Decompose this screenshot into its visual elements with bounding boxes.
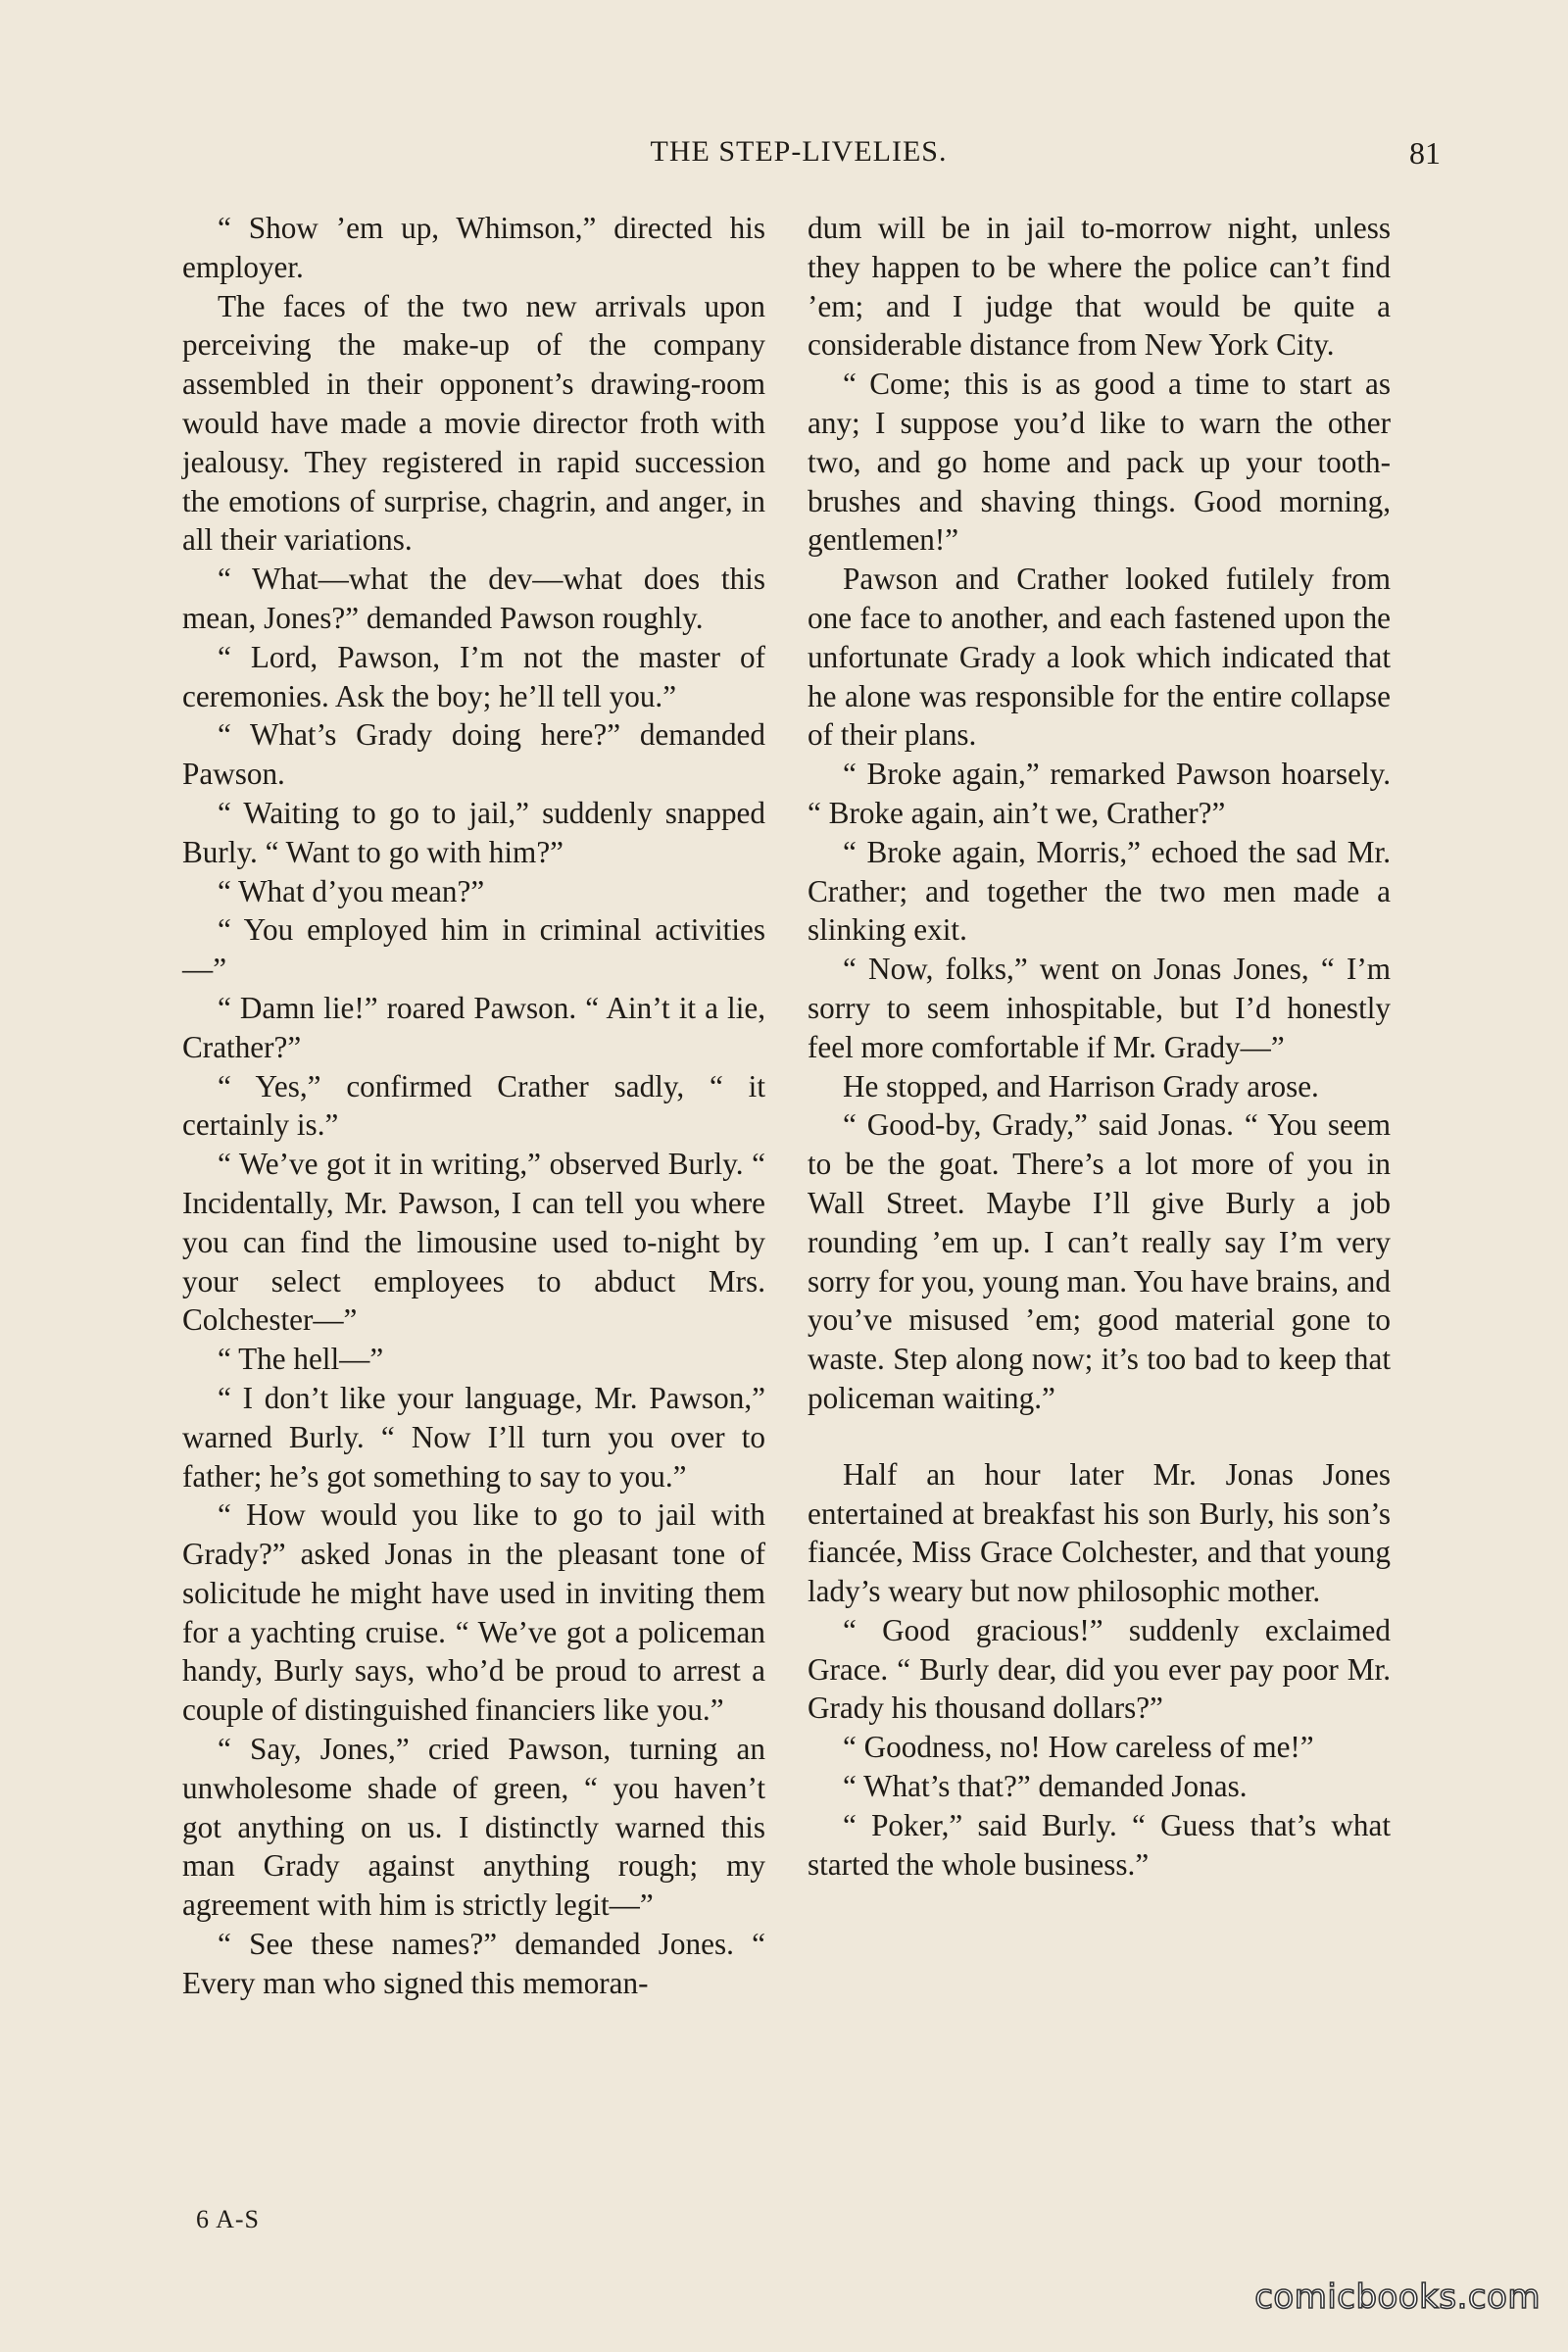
paragraph: He stopped, and Harrison Grady arose. (843, 1068, 1319, 1103)
paragraph: “ Say, Jones,” cried Pawson, turning an unwholesome shade of green, “ you haven’t got anything on us. I distinctly warned this man Grady against anything rough; my agreement with him is strictly legit—” (182, 1732, 765, 1923)
paragraph: “ What—what the dev—what does this mean, Jones?” demanded Pawson roughly. (182, 562, 765, 635)
paragraph: “ Damn lie!” roared Pawson. “ Ain’t it a lie, Crather?” (182, 990, 765, 1064)
paragraph: “ We’ve got it in writing,” observed Burly. “ Incidentally, Mr. Pawson, I can tell you where you can find the limousine used to-night by your select employees to abduct Mrs. Colchester—” (182, 1147, 765, 1338)
paragraph: “ You employed him in criminal activities—” (182, 912, 765, 987)
paragraph: “ Lord, Pawson, I’m not the master of ceremonies. Ask the boy; he’ll tell you.” (182, 639, 765, 713)
paragraph: “ Poker,” said Burly. “ Guess that’s what started the whole business.” (808, 1807, 1391, 1882)
paragraph: “ How would you like to go to jail with Grady?” asked Jonas in the pleasant tone of solicitude he might have used in inviting them for a yachting cruise. “ We’ve got a policeman handy, Burly says, who’d be proud to arrest a couple of distinguished financiers like you.” (182, 1497, 765, 1728)
paragraph: “ Yes,” confirmed Crather sadly, “ it certainly is.” (182, 1068, 765, 1143)
page-header (157, 135, 1441, 184)
paragraph: “ I don’t like your language, Mr. Pawson,” warned Burly. “ Now I’ll turn you over to father; he’s got something to say to you.” (182, 1380, 765, 1494)
paragraph: “ What d’you mean?” (218, 873, 485, 908)
paragraph: “ What’s Grady doing here?” demanded Pawson. (182, 717, 765, 792)
paragraph: The faces of the two new arrivals upon perceiving the make-up of the company assembled in their opponent’s drawing-room would have made a movie director froth with jealousy. They registered in rapid succession the emotions of surprise, chagrin, and anger, in all their variations. (182, 288, 765, 558)
paragraph: “ Now, folks,” went on Jonas Jones, “ I’m sorry to seem inhospitable, but I’d honestly feel more comfortable if Mr. Grady—” (808, 952, 1391, 1064)
text-column-left (182, 209, 765, 2003)
paragraph: “ What’s that?” demanded Jonas. (843, 1769, 1248, 1804)
paragraph: “ Show ’em up, Whimson,” directed his employer. (182, 211, 765, 284)
paragraph: “ Goodness, no! How careless of me!” (843, 1730, 1314, 1765)
paragraph: “ Good-by, Grady,” said Jonas. “ You seem to be the goat. There’s a lot more of you in Wall Street. Maybe I’ll give Burly a job rounding ’em up. I can’t really say I’m very sorry for you, young man. You have brains, and you’ve misused ’em; good material gone to waste. Step along now; it’s too bad to keep that policeman waiting.” (808, 1107, 1391, 1415)
paragraph: “ Waiting to go to jail,” suddenly snapped Burly. “ Want to go with him?” (182, 795, 765, 869)
paragraph: “ Come; this is as good a time to start as any; I suppose you’d like to warn the other two, and go home and pack up your tooth-brushes and shaving things. Good morning, gentlemen!” (808, 367, 1391, 558)
running-title: THE STEP-LIVELIES. (650, 135, 948, 168)
paragraph: “ The hell—” (218, 1342, 384, 1377)
watermark: comicbooks.com (1254, 2278, 1541, 2317)
paragraph: “ Broke again, Morris,” echoed the sad Mr. Crather; and together the two men made a slinking exit. (808, 834, 1391, 948)
text-column-right (808, 209, 1391, 1884)
paragraph: Pawson and Crather looked futilely from one face to another, and each fastened upon the unfortunate Grady a look which indicated that he alone was responsible for the entire collapse of their plans. (808, 562, 1391, 753)
page-number: 81 (1409, 135, 1441, 171)
paragraph: “ Good gracious!” suddenly exclaimed Grace. “ Burly dear, did you ever pay poor Mr. Grady his thousand dollars?” (808, 1612, 1391, 1726)
signature-mark: 6 A-S (196, 2205, 260, 2233)
paragraph: “ Broke again,” remarked Pawson hoarsely. “ Broke again, ain’t we, Crather?” (808, 757, 1391, 830)
paragraph: “ See these names?” demanded Jones. “ Every man who signed this memoran- (182, 1927, 765, 2000)
paragraph: Half an hour later Mr. Jonas Jones entertained at breakfast his son Burly, his son’s fiancée, Miss Grace Colchester, and that young lady’s weary but now philosophic mother. (808, 1456, 1391, 1609)
paragraph: dum will be in jail to-morrow night, unless they happen to be where the police can’t find ’em; and I judge that would be quite a considerable distance from New York City. (808, 211, 1391, 363)
